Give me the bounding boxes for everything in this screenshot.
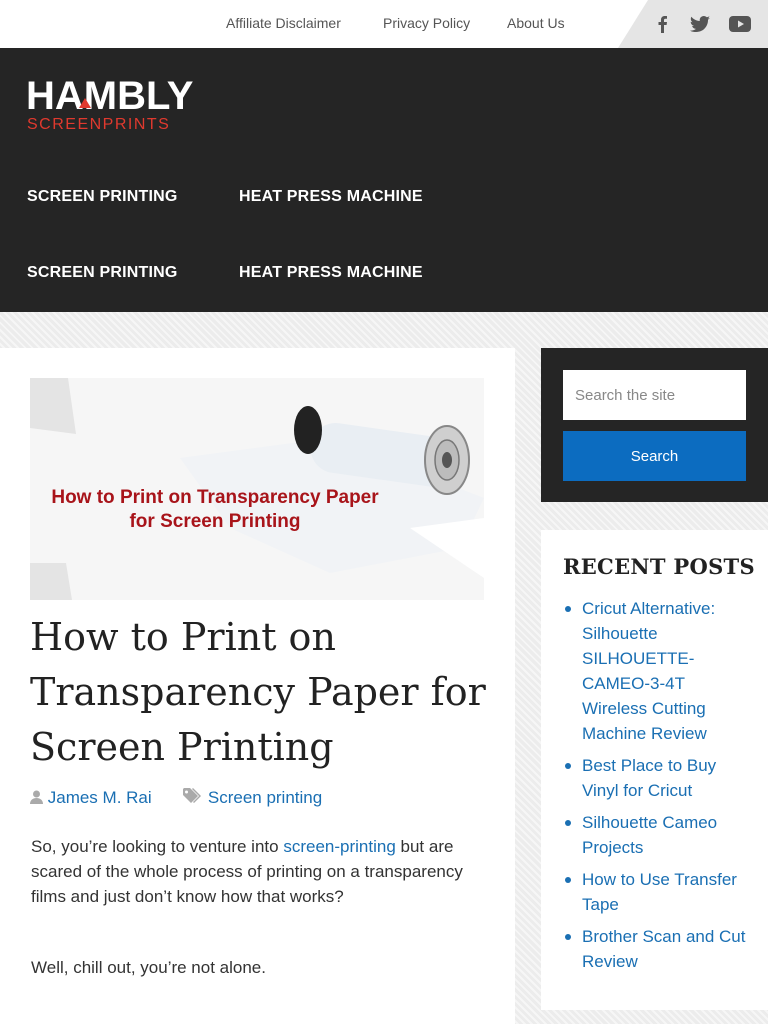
logo-main-text: HAMBLY	[26, 74, 194, 118]
site-header	[0, 48, 768, 312]
logo-triangle-icon	[79, 98, 91, 108]
recent-post-link[interactable]: Best Place to Buy Vinyl for Cricut	[582, 756, 717, 800]
recent-posts-title: RECENT POSTS	[563, 554, 755, 579]
nav-screen-printing[interactable]: SCREEN PRINTING	[27, 188, 178, 205]
recent-post-link[interactable]: Cricut Alternative: Silhouette SILHOUETTE-CAMEO-3-4T Wireless Cutting Machine Review	[582, 599, 716, 743]
recent-post-link[interactable]: Brother Scan and Cut Review	[582, 927, 746, 971]
intro-paragraph	[31, 834, 481, 909]
nav-heat-press-machine[interactable]: HEAT PRESS MACHINE	[239, 188, 423, 205]
featured-image-caption: How to Print on Transparency Paper for Screen Printing	[51, 487, 379, 532]
nav-heat-press-machine-2[interactable]: HEAT PRESS MACHINE	[239, 264, 423, 281]
list-item	[563, 753, 753, 803]
about-us-link[interactable]: About Us	[507, 15, 565, 31]
intro-text-after: but are scared of the whole process of printing on a transparency films and just don’t know how that works?	[31, 837, 463, 906]
user-icon	[30, 789, 43, 809]
category-link[interactable]: Screen printing	[207, 788, 323, 807]
list-item	[563, 924, 753, 974]
youtube-icon[interactable]	[728, 12, 752, 36]
post-title: How to Print on Transparency Paper for Screen Printing	[30, 615, 486, 769]
featured-image[interactable]	[30, 378, 484, 600]
recent-posts-widget	[541, 530, 768, 1010]
twitter-icon[interactable]	[688, 12, 712, 36]
search-button[interactable]: Search	[563, 431, 746, 481]
search-input[interactable]	[563, 370, 746, 420]
list-item	[563, 596, 753, 746]
facebook-icon[interactable]	[650, 12, 674, 36]
author-link[interactable]: James M. Rai	[47, 788, 152, 807]
site-logo[interactable]	[26, 76, 226, 136]
top-bar	[0, 0, 768, 48]
nav-screen-printing-2[interactable]: SCREEN PRINTING	[27, 264, 178, 281]
list-item	[563, 867, 753, 917]
second-paragraph: Well, chill out, you’re not alone.	[31, 958, 266, 977]
tags-icon	[183, 788, 203, 809]
affiliate-disclaimer-link[interactable]: Affiliate Disclaimer	[226, 15, 341, 31]
post-meta	[30, 788, 490, 810]
recent-post-link[interactable]: How to Use Transfer Tape	[582, 870, 737, 914]
recent-post-link[interactable]: Silhouette Cameo Projects	[582, 813, 718, 857]
article-card	[0, 348, 515, 1024]
screen-printing-link[interactable]: screen-printing	[283, 837, 396, 856]
intro-text-before: So, you’re looking to venture into	[31, 837, 284, 856]
recent-posts-list	[563, 596, 753, 981]
privacy-policy-link[interactable]: Privacy Policy	[383, 15, 471, 31]
logo-sub-text: SCREENPRINTS	[27, 116, 171, 133]
search-widget	[541, 348, 768, 502]
list-item	[563, 810, 753, 860]
